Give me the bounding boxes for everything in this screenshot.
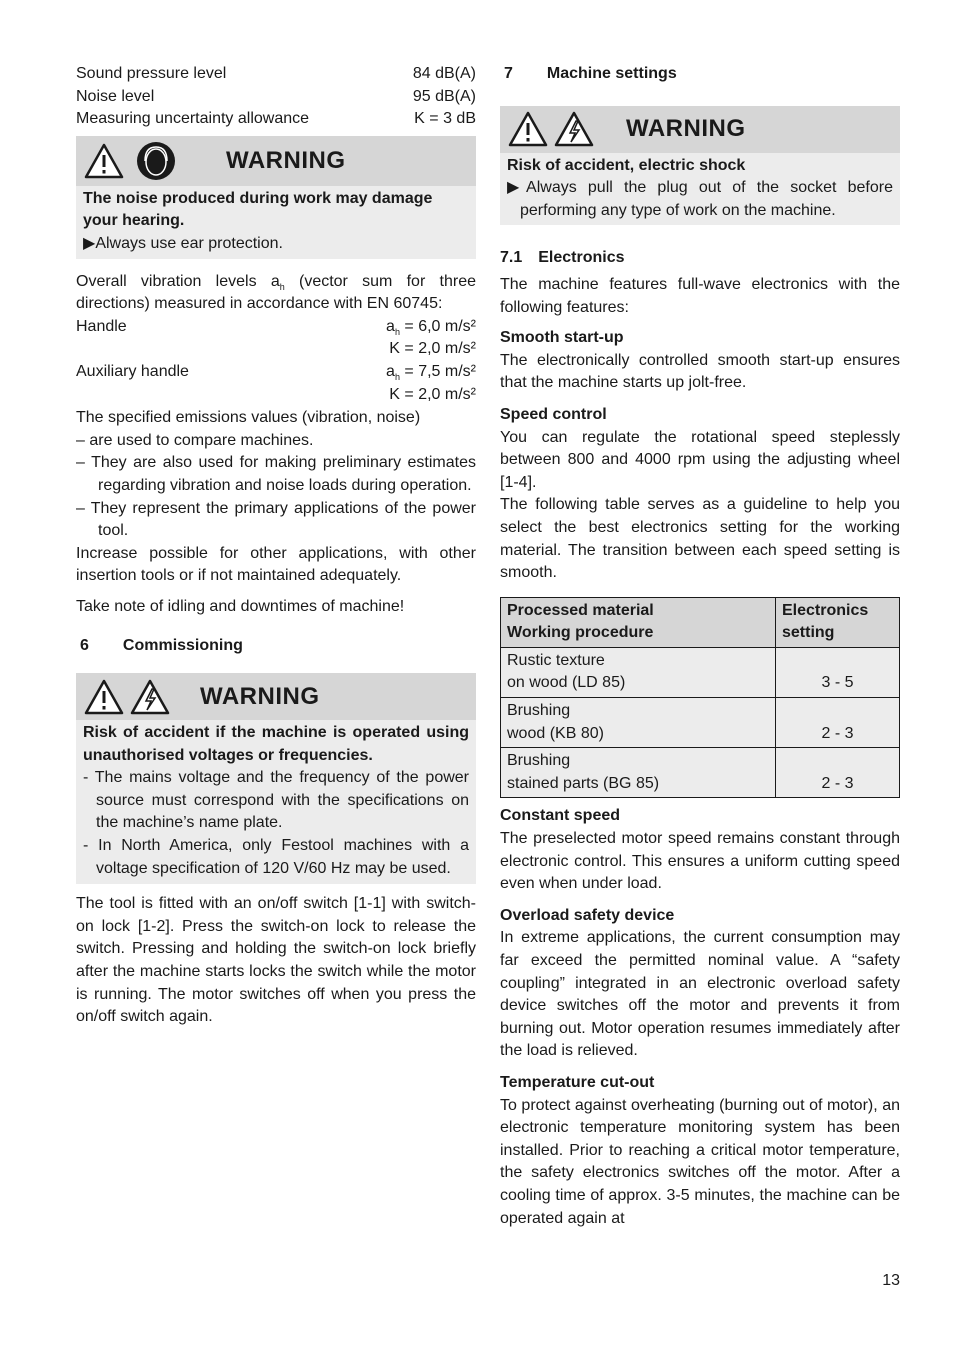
page-number: 13: [882, 1272, 900, 1290]
vibration-label: Auxiliary handle: [76, 362, 189, 380]
switch-paragraph: [76, 893, 476, 1029]
section-heading-7-1: [500, 247, 900, 270]
smooth-start-text: The electronically controlled smooth start-up ensures that the machine starts up jolt-free.: [500, 351, 900, 392]
warning-bullet: [507, 177, 893, 222]
spec-table: [76, 63, 476, 131]
vibration-section: [76, 271, 476, 619]
arrow-icon: ▶: [83, 234, 96, 252]
speed-control-text: You can regulate the rotational speed steplessly between 800 and 4000 rpm using the adjusting wheel [1-4].: [500, 428, 900, 491]
vibration-label: Handle: [76, 317, 127, 335]
temperature-text: To protect against overheating (burning out of motor), an electronic temperature monitoring system has been installed. Prior to reaching a critical motor temperature, the safety electronics switches off the motor. After a cooling time of approx. 3-5 minutes, the machine can be operated again at: [500, 1096, 900, 1227]
electric-shock-icon: [554, 110, 594, 148]
warning-triangle-icon: [84, 142, 124, 180]
vibration-intro-text: Overall vibration levels a: [76, 272, 280, 290]
table-row: [501, 698, 900, 748]
speed-table-intro: The following table serves as a guideline to help you select the best electronics setting for the working material. The transition between each speed setting is smooth.: [500, 496, 900, 582]
emissions-item: – They represent the primary applications of the power tool.: [76, 499, 476, 540]
warning-item: - In North America, only Festool machines with a voltage specification of 120 V/60 Hz may be used.: [83, 837, 469, 877]
material-cell: [501, 647, 776, 697]
table-row: [501, 748, 900, 798]
warning-text: Risk of accident if the machine is operated using unauthorised voltages or frequencies.: [83, 724, 469, 764]
bullet-text: Always pull the plug out of the socket before performing any type of work on the machine.: [520, 179, 893, 219]
section-heading-7: [500, 63, 900, 86]
cell-line: Brushing: [507, 752, 571, 770]
a-value: = 7,5 m/s²: [399, 362, 476, 380]
warning-box-voltage: [76, 673, 476, 884]
electronics-intro: The machine features full-wave electronics with the following features:: [500, 275, 900, 316]
left-column: [76, 63, 476, 1029]
warning-box-noise: [76, 136, 476, 259]
subheading-overload: Overload safety device: [500, 906, 675, 924]
ear-protection-icon: [136, 141, 176, 181]
vibration-row: [76, 316, 476, 339]
warning-title: WARNING: [226, 146, 346, 174]
cell-line: Brushing: [507, 702, 571, 720]
table-header-cell: [776, 597, 900, 647]
right-column: [500, 63, 900, 1293]
spec-value: K = 3 dB: [414, 110, 476, 128]
spec-value: 95 dB(A): [412, 87, 476, 105]
vibration-intro: [76, 271, 476, 316]
warning-bullet: [83, 233, 469, 256]
header-line: Working procedure: [507, 624, 654, 642]
warning-header: [500, 106, 900, 153]
arrow-icon: ▶: [507, 179, 527, 197]
subheading-constant-speed: Constant speed: [500, 807, 621, 825]
table-row: [501, 647, 900, 697]
warning-triangle-icon: [508, 110, 548, 148]
warning-text: The noise produced during work may damage your hearing.: [83, 189, 433, 230]
cell-line: wood (KB 80): [507, 724, 604, 742]
bullet-text: Always use ear protection.: [95, 234, 283, 252]
warning-triangle-icon: [84, 678, 124, 716]
take-note: Take note of idling and downtimes of machine!: [76, 597, 405, 615]
a-prefix: a: [386, 317, 395, 335]
cell-line: on wood (LD 85): [507, 674, 626, 692]
spec-row: [76, 86, 476, 109]
vibration-value: [386, 361, 476, 384]
warning-box-electric: [500, 106, 900, 226]
spec-label: Measuring uncertainty allowance: [76, 110, 310, 128]
setting-cell: 2 - 3: [776, 698, 900, 748]
warning-header: [76, 673, 476, 720]
warning-body: [76, 186, 476, 259]
subheading-smooth-start: Smooth start-up: [500, 329, 624, 347]
table-header-row: [501, 597, 900, 647]
emissions-item: – They are also used for making preliminary estimates regarding vibration and noise loads during operation.: [76, 454, 476, 494]
features-section: [500, 805, 900, 1230]
spec-value: 84 dB(A): [412, 65, 476, 82]
spec-label: Sound pressure level: [76, 65, 227, 82]
header-line: Electronics: [782, 601, 869, 619]
k-value: K = 2,0 m/s²: [389, 385, 476, 403]
vibration-row: [76, 361, 476, 384]
spec-label: Noise level: [76, 87, 155, 105]
switch-text: The tool is fitted with an on/off switch [1-1] with switch-on lock [1-2]. Press the switch-on lock to release the switch. Pressing and holding the switch-on lock briefly after the machine starts locks the switch while the motor is running. The motor switches off when you press the on/off switch again.: [76, 895, 476, 1026]
warning-title: WARNING: [626, 115, 746, 143]
section-title: Machine settings: [546, 65, 677, 82]
warning-header: [76, 136, 476, 186]
emissions-intro: The specified emissions values (vibration, noise): [76, 409, 421, 427]
cell-line: stained parts (BG 85): [507, 774, 660, 792]
k-value: K = 2,0 m/s²: [389, 340, 476, 358]
header-line: Processed material: [507, 601, 654, 619]
section-number: 7.1: [500, 249, 523, 267]
vibration-intro-rest: (vector sum for three directions) measured in accordance with EN 60745:: [76, 272, 477, 313]
overload-text: In extreme applications, the current consumption may far exceed the permitted nominal value. A “safety coupling” integrated in an electronic overload safety device switches off the motor and prevents it from burning out. Motor operation resumes immediately after the load is relieved.: [500, 929, 900, 1060]
table-header-cell: [501, 597, 776, 647]
warning-text: Risk of accident, electric shock: [507, 156, 746, 174]
subscript: h: [279, 281, 285, 292]
section-number: 6: [80, 637, 89, 655]
section-title: Electronics: [538, 249, 625, 267]
subscript: h: [394, 326, 400, 337]
subheading-temperature: Temperature cut-out: [500, 1073, 655, 1091]
electronics-section: [500, 247, 900, 584]
material-cell: [501, 698, 776, 748]
vibration-value: [386, 316, 476, 339]
a-prefix: a: [386, 362, 395, 380]
setting-cell: 3 - 5: [776, 647, 900, 697]
subheading-speed-control: Speed control: [500, 405, 607, 423]
electronics-table: [500, 597, 900, 799]
warning-body: [500, 153, 900, 226]
increase-note: Increase possible for other applications, with other insertion tools or if not maintained adequately.: [76, 544, 476, 585]
cell-line: Rustic texture: [507, 651, 605, 669]
material-cell: [501, 748, 776, 798]
spec-row: [76, 108, 476, 131]
section-number: 7: [504, 65, 513, 82]
spec-row: [76, 63, 476, 86]
warning-title: WARNING: [200, 682, 320, 710]
setting-cell: 2 - 3: [776, 748, 900, 798]
constant-speed-text: The preselected motor speed remains constant through electronic control. This ensures a uniform cutting speed even when under load.: [500, 830, 900, 893]
header-line: setting: [782, 624, 835, 642]
warning-item: - The mains voltage and the frequency of the power source must correspond with the specifications on the machine’s name plate.: [83, 769, 469, 832]
emissions-item: – are used to compare machines.: [76, 431, 314, 449]
section-heading-6: [76, 635, 476, 658]
electric-shock-icon: [130, 678, 170, 716]
warning-body: [76, 720, 476, 884]
subscript: h: [394, 372, 400, 383]
section-title: Commissioning: [122, 637, 243, 655]
a-value: = 6,0 m/s²: [399, 317, 476, 335]
